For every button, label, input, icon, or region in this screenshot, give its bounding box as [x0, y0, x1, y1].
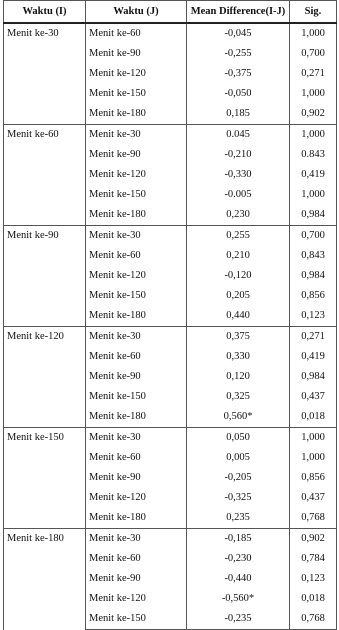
comparison-group [4, 226, 337, 327]
mean-difference-cell: -0,255 [187, 44, 290, 64]
mean-difference-cell: 0,235 [187, 508, 290, 529]
table-row [4, 23, 337, 44]
sig-cell: 0,123 [290, 306, 337, 327]
sig-cell: 0,984 [290, 367, 337, 387]
waktu-j-cell: Menit ke-150 [86, 609, 187, 630]
mean-difference-cell: 0,005 [187, 448, 290, 468]
sig-cell: 1,000 [290, 125, 337, 146]
mean-difference-cell: 0,330 [187, 347, 290, 367]
comparison-group [4, 529, 337, 630]
header-waktu-i: Waktu (I) [4, 1, 86, 24]
sig-cell: 0.843 [290, 145, 337, 165]
waktu-j-cell: Menit ke-150 [86, 84, 187, 104]
mean-difference-cell: -0,230 [187, 549, 290, 569]
sig-cell: 0,902 [290, 529, 337, 550]
waktu-i-cell: Menit ke-150 [4, 428, 86, 529]
header-row [4, 1, 337, 24]
mean-difference-cell: 0,255 [187, 226, 290, 247]
waktu-j-cell: Menit ke-180 [86, 104, 187, 125]
mean-difference-cell: -0,205 [187, 468, 290, 488]
waktu-i-cell: Menit ke-120 [4, 327, 86, 428]
mean-difference-cell: 0,210 [187, 246, 290, 266]
table-row [4, 125, 337, 146]
sig-cell: 0,700 [290, 44, 337, 64]
sig-cell: 0,768 [290, 609, 337, 630]
sig-cell: 0,784 [290, 549, 337, 569]
waktu-j-cell: Menit ke-180 [86, 306, 187, 327]
waktu-j-cell: Menit ke-120 [86, 165, 187, 185]
table-row [4, 327, 337, 348]
sig-cell: 0,768 [290, 508, 337, 529]
sig-cell: 0,271 [290, 64, 337, 84]
sig-cell: 0,018 [290, 407, 337, 428]
sig-cell: 1,000 [290, 185, 337, 205]
waktu-j-cell: Menit ke-90 [86, 468, 187, 488]
waktu-j-cell: Menit ke-60 [86, 347, 187, 367]
table-header [4, 1, 337, 24]
sig-cell: 0,018 [290, 589, 337, 609]
mean-difference-cell: -0,045 [187, 23, 290, 44]
header-waktu-j: Waktu (J) [86, 1, 187, 24]
waktu-j-cell: Menit ke-60 [86, 448, 187, 468]
mean-difference-cell: -0,440 [187, 569, 290, 589]
waktu-i-cell: Menit ke-30 [4, 23, 86, 125]
sig-cell: 1,000 [290, 448, 337, 468]
comparison-group [4, 23, 337, 125]
mean-difference-cell: -0,185 [187, 529, 290, 550]
mean-difference-cell: -0,120 [187, 266, 290, 286]
sig-cell: 0,271 [290, 327, 337, 348]
mean-difference-cell: 0,325 [187, 387, 290, 407]
table-row [4, 428, 337, 449]
sig-cell: 0,984 [290, 266, 337, 286]
waktu-j-cell: Menit ke-120 [86, 266, 187, 286]
waktu-j-cell: Menit ke-30 [86, 428, 187, 449]
mean-difference-cell: 0,205 [187, 286, 290, 306]
sig-cell: 0,437 [290, 488, 337, 508]
mean-difference-cell: -0,050 [187, 84, 290, 104]
waktu-j-cell: Menit ke-60 [86, 549, 187, 569]
mean-difference-cell: -0,235 [187, 609, 290, 630]
waktu-i-cell: Menit ke-90 [4, 226, 86, 327]
waktu-j-cell: Menit ke-120 [86, 488, 187, 508]
waktu-j-cell: Menit ke-90 [86, 44, 187, 64]
mean-difference-cell: 0,230 [187, 205, 290, 226]
sig-cell: 0,700 [290, 226, 337, 247]
sig-cell: 0,419 [290, 165, 337, 185]
sig-cell: 0,856 [290, 468, 337, 488]
comparison-group [4, 428, 337, 529]
sig-cell: 0,419 [290, 347, 337, 367]
post-hoc-comparison-table [3, 0, 337, 630]
sig-cell: 0,123 [290, 569, 337, 589]
mean-difference-cell: -0,330 [187, 165, 290, 185]
table-row [4, 226, 337, 247]
waktu-j-cell: Menit ke-30 [86, 226, 187, 247]
mean-difference-cell: -0,560* [187, 589, 290, 609]
waktu-j-cell: Menit ke-180 [86, 205, 187, 226]
waktu-j-cell: Menit ke-120 [86, 589, 187, 609]
mean-difference-cell: 0.045 [187, 125, 290, 146]
mean-difference-cell: 0,120 [187, 367, 290, 387]
comparison-group [4, 327, 337, 428]
waktu-j-cell: Menit ke-150 [86, 286, 187, 306]
header-mean-difference: Mean Difference(I-J) [187, 1, 290, 24]
waktu-j-cell: Menit ke-150 [86, 387, 187, 407]
waktu-j-cell: Menit ke-120 [86, 64, 187, 84]
waktu-j-cell: Menit ke-180 [86, 508, 187, 529]
waktu-j-cell: Menit ke-30 [86, 327, 187, 348]
waktu-i-cell: Menit ke-60 [4, 125, 86, 226]
sig-cell: 0,984 [290, 205, 337, 226]
waktu-j-cell: Menit ke-60 [86, 23, 187, 44]
waktu-j-cell: Menit ke-90 [86, 367, 187, 387]
mean-difference-cell: 0,440 [187, 306, 290, 327]
mean-difference-cell: -0,375 [187, 64, 290, 84]
sig-cell: 1,000 [290, 428, 337, 449]
waktu-j-cell: Menit ke-150 [86, 185, 187, 205]
waktu-j-cell: Menit ke-90 [86, 145, 187, 165]
sig-cell: 0,843 [290, 246, 337, 266]
mean-difference-cell: 0,050 [187, 428, 290, 449]
mean-difference-cell: 0,185 [187, 104, 290, 125]
waktu-j-cell: Menit ke-30 [86, 125, 187, 146]
sig-cell: 0,437 [290, 387, 337, 407]
table-row [4, 529, 337, 550]
mean-difference-cell: -0,210 [187, 145, 290, 165]
waktu-i-cell: Menit ke-180 [4, 529, 86, 630]
sig-cell: 0,902 [290, 104, 337, 125]
mean-difference-cell: -0,325 [187, 488, 290, 508]
waktu-j-cell: Menit ke-180 [86, 407, 187, 428]
sig-cell: 1,000 [290, 84, 337, 104]
header-sig: Sig. [290, 1, 337, 24]
waktu-j-cell: Menit ke-30 [86, 529, 187, 550]
sig-cell: 1,000 [290, 23, 337, 44]
waktu-j-cell: Menit ke-60 [86, 246, 187, 266]
waktu-j-cell: Menit ke-90 [86, 569, 187, 589]
mean-difference-cell: 0,375 [187, 327, 290, 348]
mean-difference-cell: -0.005 [187, 185, 290, 205]
comparison-group [4, 125, 337, 226]
mean-difference-cell: 0,560* [187, 407, 290, 428]
sig-cell: 0,856 [290, 286, 337, 306]
